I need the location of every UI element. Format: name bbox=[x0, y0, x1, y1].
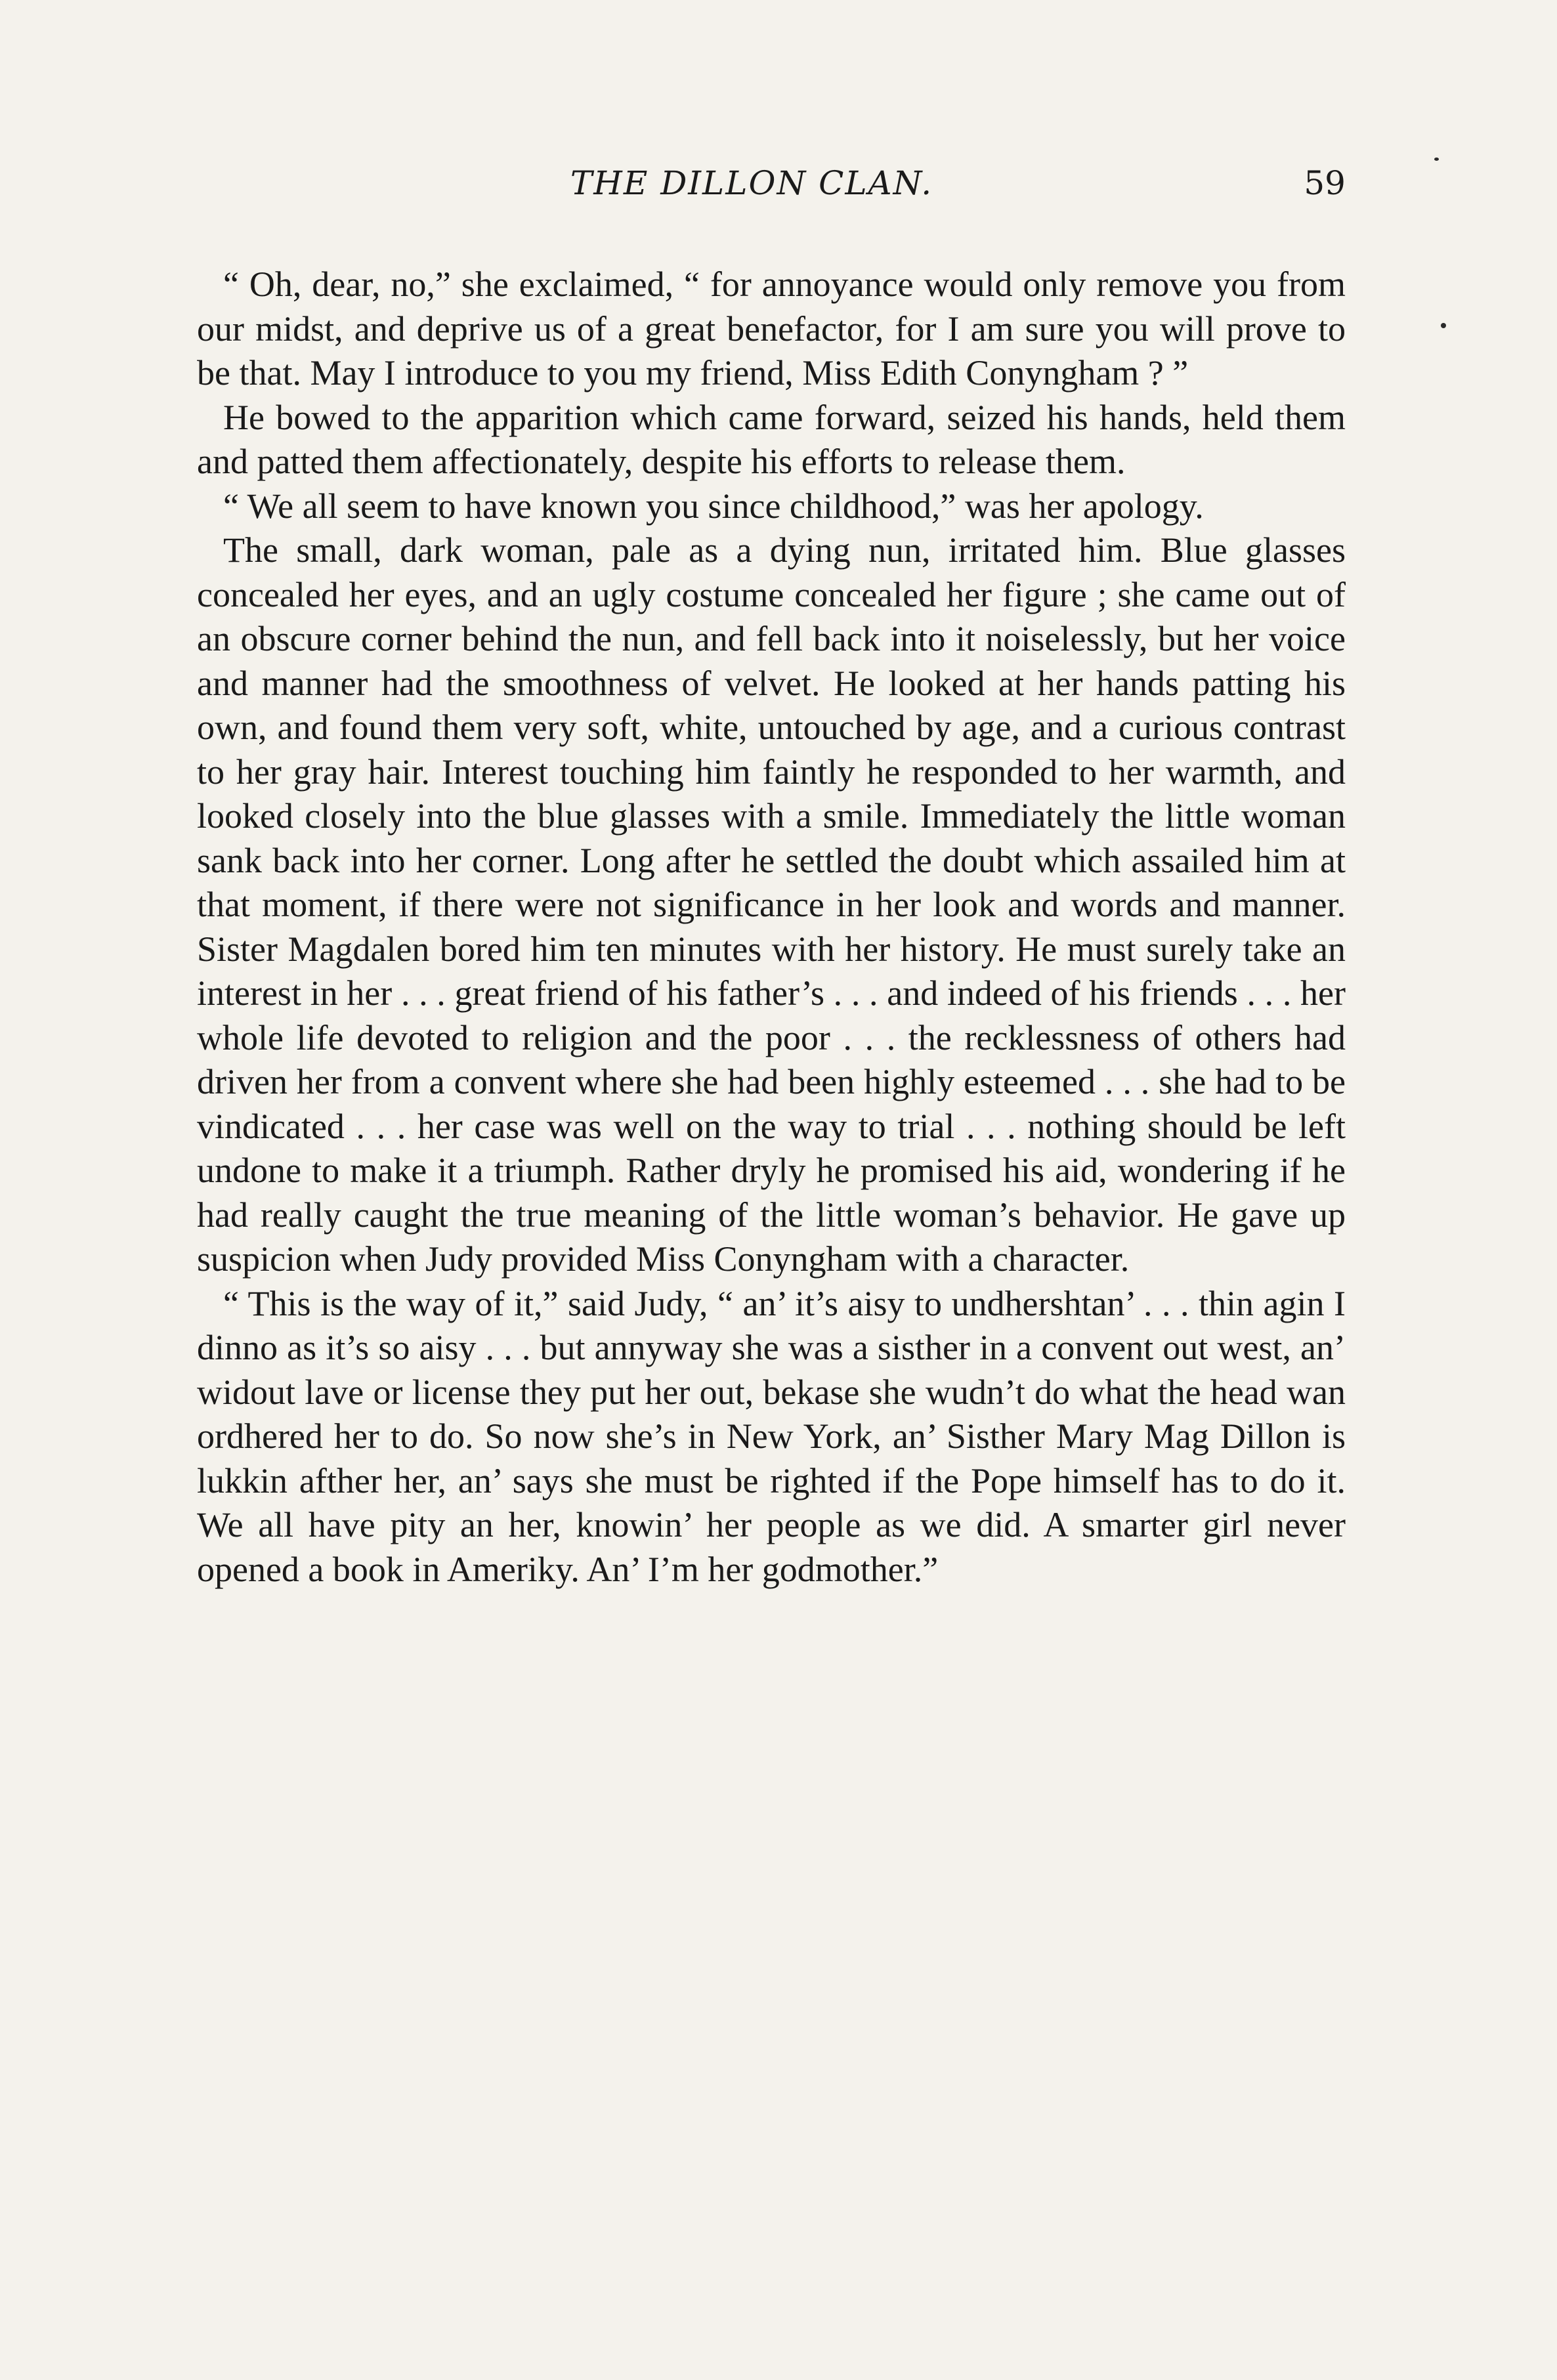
paragraph: “ We all seem to have known you since childhood,” was her apology. bbox=[223, 486, 1204, 526]
scan-speck bbox=[1434, 158, 1439, 161]
page-number: 59 bbox=[1304, 164, 1346, 202]
paragraph: “ Oh, dear, no,” she exclaimed, “ for annoyance would only remove you from our midst, and deprive us of a great benefactor, for I am sure you will prove to be that. May I introduce to you my friend, Miss Edith Conyngham ? ” bbox=[197, 265, 1346, 393]
paragraph: The small, dark woman, pale as a dying nun, irritated him. Blue glasses concealed her eyes, and an ugly costume concealed her figure ; she came out of an obscure corner behind the nun, and fell back into it noiselessly, but her voice and manner had the smoothness of velvet. He looked at her hands patting his own, and found them very soft, white, untouched by age, and a curious contrast to her gray hair. Interest touching him faintly he responded to her warmth, and looked closely into the blue glasses with a smile. Immediately the little woman sank back into her corner. Long after he settled the doubt which assailed him at that moment, if there were not significance in her look and words and manner. Sister Magdalen bored him ten minutes with her history. He must surely take an interest in her . . . great friend of his father’s . . . and indeed of his friends . . . her whole life devoted to religion and the poor . . . the recklessness of others had driven her from a convent where she had been highly esteemed . . . she had to be vindicated . . . her case was well on the way to trial . . . nothing should be left undone to make it a triumph. Rather dryly he promised his aid, wondering if he had really caught the true meaning of the little woman’s behavior. He gave up suspicion when Judy provided Miss Conyngham with a character. bbox=[197, 530, 1346, 1279]
paragraph: He bowed to the apparition which came forward, seized his hands, held them and patted them affectionately, despite his efforts to release them. bbox=[197, 397, 1346, 481]
body-text bbox=[197, 263, 1346, 1592]
running-title: THE DILLON CLAN. bbox=[570, 164, 933, 202]
running-head bbox=[197, 164, 1346, 223]
paragraph: “ This is the way of it,” said Judy, “ an’ it’s aisy to undhershtan’ . . . thin agin I dinno as it’s so aisy . . . but annyway she was a sisther in a convent out west, an’ widout lave or license they put her out, bekase she wudn’t do what the head wan ordhered her to do. So now she’s in New York, an’ Sisther Mary Mag Dillon is lukkin afther her, an’ says she must be righted if the Pope himself has to do it. We all have pity an her, knowin’ her people as we did. A smarter girl never opened a book in Ameriky. An’ I’m her godmother.” bbox=[197, 1283, 1346, 1589]
scan-speck bbox=[1441, 323, 1446, 328]
book-page bbox=[197, 164, 1346, 1592]
